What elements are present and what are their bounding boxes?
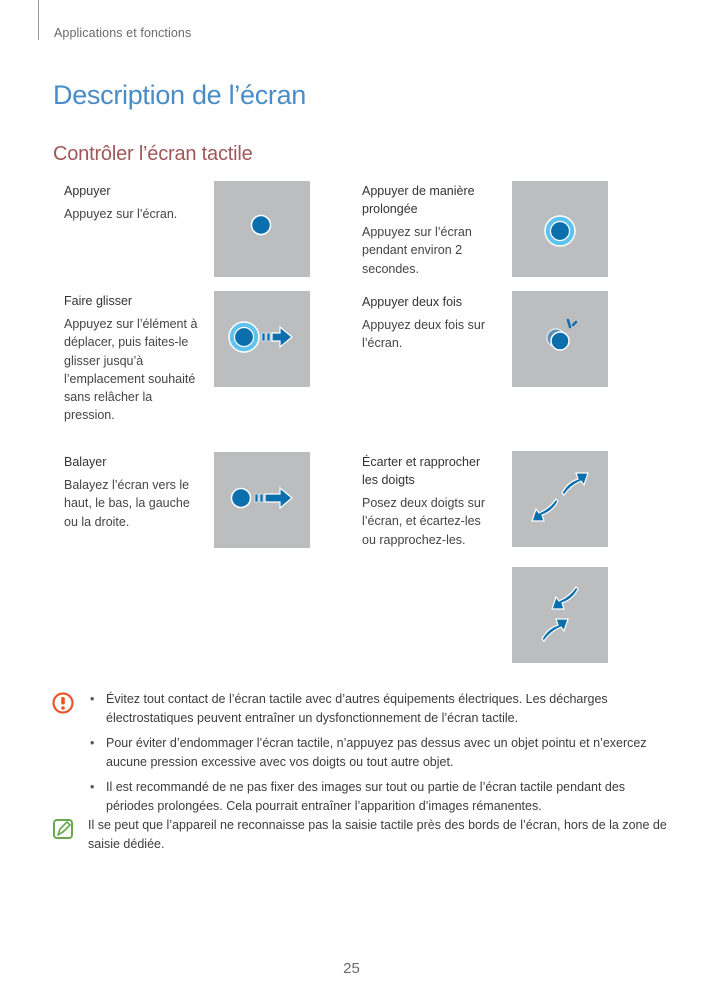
gesture-description: Appuyez sur l’élément à déplacer, puis faites-le glisser jusqu’à l’emplacement souhaité sans relâcher la pression. (64, 317, 198, 423)
page-title: Description de l’écran (53, 80, 307, 110)
page-number: 25 (343, 960, 360, 977)
header-section: Applications et fonctions (54, 26, 192, 40)
gesture-title: Appuyer (64, 184, 111, 198)
note-icon (50, 816, 76, 842)
warning-icon (50, 690, 76, 716)
double-tap-icon (512, 291, 608, 387)
gesture-title: Écarter et rapprocher les doigts (362, 455, 481, 487)
drag-icon (214, 291, 310, 387)
gesture-title: Faire glisser (64, 294, 133, 308)
tap-icon (214, 181, 310, 277)
warning-item: • Pour éviter d’endommager l’écran tactile, n’appuyez pas dessus avec un objet pointu et n’exercez aucune pression excessive avec vos doigts ou tout autre objet. (88, 734, 648, 771)
section-title: Contrôler l’écran tactile (53, 143, 253, 165)
note-text: Il se peut que l’appareil ne reconnaisse pas la saisie tactile près des bords de l’écran, hors de la zone de saisie dédiée. (88, 818, 667, 851)
gesture-title: Appuyer deux fois (362, 295, 463, 309)
pinch-spread-icon (512, 451, 608, 547)
swipe-icon (214, 452, 310, 548)
gesture-description: Posez deux doigts sur l’écran, et écartez-les ou rapprochez-les. (362, 496, 485, 547)
gesture-title: Balayer (64, 455, 107, 469)
warning-item: • Il est recommandé de ne pas fixer des images sur tout ou partie de l’écran tactile pendant des périodes prolongées. Cela pourrait entraîner l’apparition d’images rémanentes. (88, 778, 648, 815)
header-rule (38, 0, 39, 40)
gesture-description: Appuyez deux fois sur l’écran. (362, 318, 485, 351)
gesture-description: Balayez l’écran vers le haut, le bas, la gauche ou la droite. (64, 478, 190, 529)
gesture-title: Appuyer de manière prolongée (362, 184, 475, 216)
gesture-description: Appuyez sur l’écran pendant environ 2 secondes. (362, 225, 472, 276)
warning-list (88, 690, 648, 822)
pinch-close-icon (512, 567, 608, 663)
gesture-description: Appuyez sur l’écran. (64, 207, 178, 221)
warning-item: • Évitez tout contact de l’écran tactile avec d’autres équipements électriques. Les décharges électrostatiques peuvent entraîner un dysfonctionnement de l’écran tactile. (88, 690, 648, 727)
long-press-icon (512, 181, 608, 277)
